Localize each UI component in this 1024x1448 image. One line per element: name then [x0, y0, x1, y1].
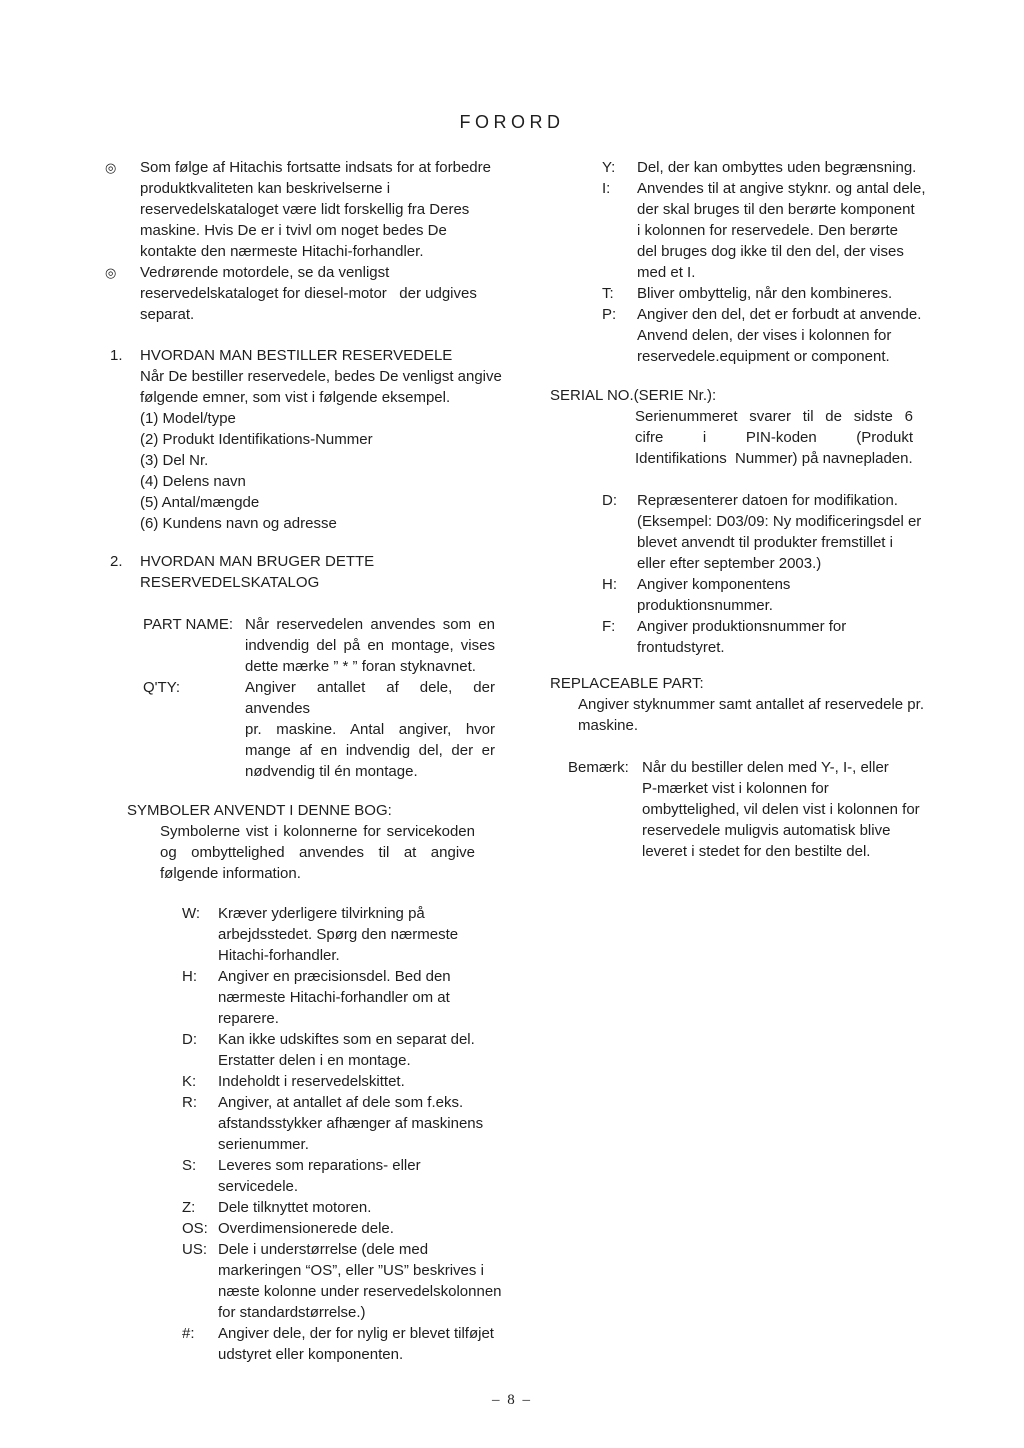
text-line: Erstatter delen i en montage.: [218, 1052, 411, 1069]
section-intro: [140, 366, 507, 408]
text-line: Hitachi-forhandler.: [218, 947, 340, 964]
serial-codes-list: [550, 490, 932, 658]
text-line: Angiver den del, det er forbudt at anvende.: [637, 306, 922, 323]
section-body: [140, 345, 507, 534]
left-column: [105, 157, 507, 1365]
replaceable-body: [578, 694, 932, 736]
text-line: reservedele muligvis automatisk blive: [642, 822, 891, 839]
text-line: ombyttelighed, vil delen vist i kolonnen for: [642, 801, 920, 818]
bullet-note-text: [140, 262, 507, 325]
symbol-description: [218, 966, 507, 1029]
text-line: produktkvaliteten kan beskrivelserne i: [140, 180, 391, 197]
symbol-code: #:: [182, 1325, 195, 1342]
code-letter: P:: [602, 306, 617, 323]
symbol-description: [218, 1029, 507, 1071]
text-line: (1) Model/type: [140, 410, 236, 427]
text-line: følgende information.: [160, 865, 301, 882]
code-letter: T:: [602, 285, 614, 302]
text-line: pr. maskine. Antal angiver, hvor: [245, 721, 495, 738]
text-line: frontudstyret.: [637, 639, 725, 656]
symbol-code: US:: [182, 1241, 208, 1258]
page-number: – 8 –: [492, 1392, 532, 1408]
serial-code-description: [637, 616, 932, 658]
text-line: (Eksempel: D03/09: Ny modificeringsdel er: [637, 513, 922, 530]
text-line: Når du bestiller delen med Y-, I-, eller: [642, 759, 889, 776]
section-heading: [140, 551, 507, 593]
text-line: (6) Kundens navn og adresse: [140, 515, 337, 532]
definitions-list: [140, 614, 507, 782]
symbol-code: W:: [182, 905, 201, 922]
symbol-description: [218, 1197, 507, 1218]
text-line: Som følge af Hitachis fortsatte indsats for at forbedre: [140, 159, 491, 176]
page-title: FORORD: [459, 112, 565, 132]
note-term: Bemærk:: [568, 759, 629, 776]
replaceable-heading: REPLACEABLE PART:: [550, 675, 704, 692]
definition-row: [140, 614, 507, 677]
serial-code-letter: F:: [602, 618, 616, 635]
text-line: servicedele.: [218, 1178, 299, 1195]
symbol-row: [182, 1155, 507, 1197]
text-line: (2) Produkt Identifikations-Nummer: [140, 431, 373, 448]
text-line: del bruges dog ikke til den del, der vises: [637, 243, 904, 260]
symbol-row: [182, 1239, 507, 1323]
text-line: kontakte den nærmeste Hitachi-forhandler.: [140, 243, 424, 260]
symbols-list: [182, 903, 507, 1365]
code-row: [550, 283, 932, 304]
text-line: Angiver styknummer samt antallet af reservedele pr.: [578, 696, 924, 713]
text-line: produktionsnummer.: [637, 597, 773, 614]
text-line: der skal bruges til den berørte komponent: [637, 201, 915, 218]
symbol-row: [182, 1092, 507, 1155]
serial-code-row: [550, 490, 932, 574]
text-line: udstyret eller komponenten.: [218, 1346, 404, 1363]
code-description: [637, 157, 932, 178]
bullet-note: [105, 157, 507, 262]
text-line: Angiver produktionsnummer for: [637, 618, 847, 635]
symbol-row: [182, 903, 507, 966]
text-line: nødvendig til én montage.: [245, 763, 418, 780]
symbol-row: [182, 1029, 507, 1071]
text-line: følgende emner, som vist i følgende eksempel.: [140, 389, 451, 406]
section-number: 2.: [110, 553, 123, 570]
text-line: Symbolerne vist i kolonnerne for servicekoden: [160, 823, 475, 840]
definition-text: [245, 614, 495, 677]
code-description: [637, 304, 932, 367]
text-line: markeringen “OS”, eller ”US” beskrives i: [218, 1262, 484, 1279]
text-line: Indeholdt i reservedelskittet.: [218, 1073, 405, 1090]
text-line: blevet anvendt til produkter fremstillet i: [637, 534, 893, 551]
symbol-code: S:: [182, 1157, 197, 1174]
serial-code-description: [637, 574, 932, 616]
text-line: eller efter september 2003.): [637, 555, 822, 572]
double-circle-bullet-icon: ◎: [105, 265, 117, 280]
text-line: dette mærke ” * ” foran styknavnet.: [245, 658, 476, 675]
text-line: Når reservedelen anvendes som en: [245, 616, 495, 633]
text-line: Anvendes til at angive styknr. og antal dele,: [637, 180, 926, 197]
text-line: Leveres som reparations- eller: [218, 1157, 421, 1174]
text-line: Dele tilknyttet motoren.: [218, 1199, 372, 1216]
right-column: [550, 157, 932, 862]
text-line: for standardstørrelse.): [218, 1304, 366, 1321]
text-line: separat.: [140, 306, 195, 323]
text-line: Angiver antallet af dele, der anvendes: [245, 679, 495, 717]
definition-row: [140, 677, 507, 782]
symbol-code: K:: [182, 1073, 197, 1090]
text-line: reservedelskataloget for diesel-motor der udgives: [140, 285, 477, 302]
code-letter: Y:: [602, 159, 616, 176]
serial-body: [635, 406, 913, 469]
text-line: Angiver, at antallet af dele som f.eks.: [218, 1094, 464, 1111]
text-line: (5) Antal/mængde: [140, 494, 260, 511]
text-line: Angiver en præcisionsdel. Bed den: [218, 968, 451, 985]
symbol-description: [218, 1092, 507, 1155]
symbol-code: Z:: [182, 1199, 196, 1216]
serial-code-row: [550, 616, 932, 658]
text-line: Angiver komponentens: [637, 576, 791, 593]
text-line: reservedele.equipment or component.: [637, 348, 890, 365]
code-letter: I:: [602, 180, 611, 197]
serial-number-section: [550, 385, 932, 658]
symbol-row: [182, 1071, 507, 1092]
text-line: reparere.: [218, 1010, 279, 1027]
text-line: Serienummeret svarer til de sidste 6: [635, 408, 913, 425]
definition-term: Q'TY:: [143, 679, 181, 696]
symbols-section: [105, 800, 507, 1365]
serial-code-letter: D:: [602, 492, 617, 509]
note-row: [568, 757, 932, 862]
replaceable-part-section: [550, 673, 932, 862]
symbol-code: R:: [182, 1094, 197, 1111]
symbol-row: [182, 1218, 507, 1239]
symbols-heading: SYMBOLER ANVENDT I DENNE BOG:: [127, 802, 392, 819]
text-line: og ombyttelighed anvendes til at angive: [160, 844, 475, 861]
code-description: [637, 283, 932, 304]
symbol-description: [218, 1218, 507, 1239]
interchange-codes-list: [550, 157, 932, 367]
symbols-intro: [160, 821, 475, 884]
code-row: [550, 157, 932, 178]
text-line: indvendig del på en montage, vises: [245, 637, 495, 654]
note-text: [642, 757, 932, 862]
text-line: arbejdsstedet. Spørg den nærmeste: [218, 926, 459, 943]
definition-text: [245, 677, 495, 782]
text-line: Repræsenterer datoen for modifikation.: [637, 492, 898, 509]
section-how-to-order-parts: [105, 345, 507, 534]
section-how-to-use-catalog: [105, 551, 507, 782]
text-line: med et I.: [637, 264, 696, 281]
text-line: Angiver dele, der for nylig er blevet tilføjet: [218, 1325, 494, 1342]
section-number: 1.: [110, 347, 123, 364]
symbol-description: [218, 903, 507, 966]
text-line: Kan ikke udskiftes som en separat del.: [218, 1031, 475, 1048]
text-line: HVORDAN MAN BRUGER DETTE: [140, 553, 375, 570]
symbol-code: D:: [182, 1031, 197, 1048]
double-circle-bullet-icon: ◎: [105, 160, 117, 175]
text-line: (4) Delens navn: [140, 473, 246, 490]
text-line: reservedelskataloget være lidt forskellig fra Deres: [140, 201, 470, 218]
text-line: P-mærket vist i kolonnen for: [642, 780, 829, 797]
text-line: RESERVEDELSKATALOG: [140, 574, 320, 591]
text-line: maskine. Hvis De er i tvivl om noget bedes De: [140, 222, 447, 239]
symbol-row: [182, 1197, 507, 1218]
serial-code-row: [550, 574, 932, 616]
text-line: næste kolonne under reservedelskolonnen: [218, 1283, 502, 1300]
symbol-row: [182, 1323, 507, 1365]
text-line: Dele i understørrelse (dele med: [218, 1241, 429, 1258]
symbol-description: [218, 1323, 507, 1365]
text-line: (3) Del Nr.: [140, 452, 209, 469]
symbol-code: OS:: [182, 1220, 208, 1237]
symbol-description: [218, 1239, 507, 1323]
text-line: Anvend delen, der vises i kolonnen for: [637, 327, 892, 344]
text-line: mange af en indvendig del, der er: [245, 742, 495, 759]
text-line: Når De bestiller reservedele, bedes De venligst angive: [140, 368, 502, 385]
text-line: i kolonnen for reservedele. Den berørte: [637, 222, 898, 239]
definition-term: PART NAME:: [143, 616, 234, 633]
text-line: nærmeste Hitachi-forhandler om at: [218, 989, 450, 1006]
text-line: maskine.: [578, 717, 639, 734]
symbol-description: [218, 1155, 507, 1197]
symbol-row: [182, 966, 507, 1029]
text-line: cifre i PIN-koden (Produkt: [635, 429, 913, 446]
bullet-note: [105, 262, 507, 325]
section-heading: HVORDAN MAN BESTILLER RESERVEDELE: [140, 347, 453, 364]
text-line: Bliver ombyttelig, når den kombineres.: [637, 285, 893, 302]
text-line: Overdimensionerede dele.: [218, 1220, 394, 1237]
foreword-notes-list: [105, 157, 507, 325]
ordered-items-list: [140, 408, 507, 534]
text-line: Del, der kan ombyttes uden begrænsning.: [637, 159, 917, 176]
section-body: [140, 551, 507, 782]
code-row: [550, 178, 932, 283]
text-line: Vedrørende motordele, se da venligst: [140, 264, 390, 281]
serial-code-description: [637, 490, 932, 574]
text-line: leveret i stedet for den bestilte del.: [642, 843, 871, 860]
code-description: [637, 178, 932, 283]
symbol-code: H:: [182, 968, 197, 985]
text-line: serienummer.: [218, 1136, 309, 1153]
bullet-note-text: [140, 157, 507, 262]
text-line: Kræver yderligere tilvirkning på: [218, 905, 425, 922]
text-line: afstandsstykker afhænger af maskinens: [218, 1115, 484, 1132]
code-row: [550, 304, 932, 367]
serial-code-letter: H:: [602, 576, 617, 593]
text-line: Identifikations Nummer) på navnepladen.: [635, 450, 913, 467]
serial-heading: SERIAL NO.(SERIE Nr.):: [550, 387, 717, 404]
symbol-description: [218, 1071, 507, 1092]
